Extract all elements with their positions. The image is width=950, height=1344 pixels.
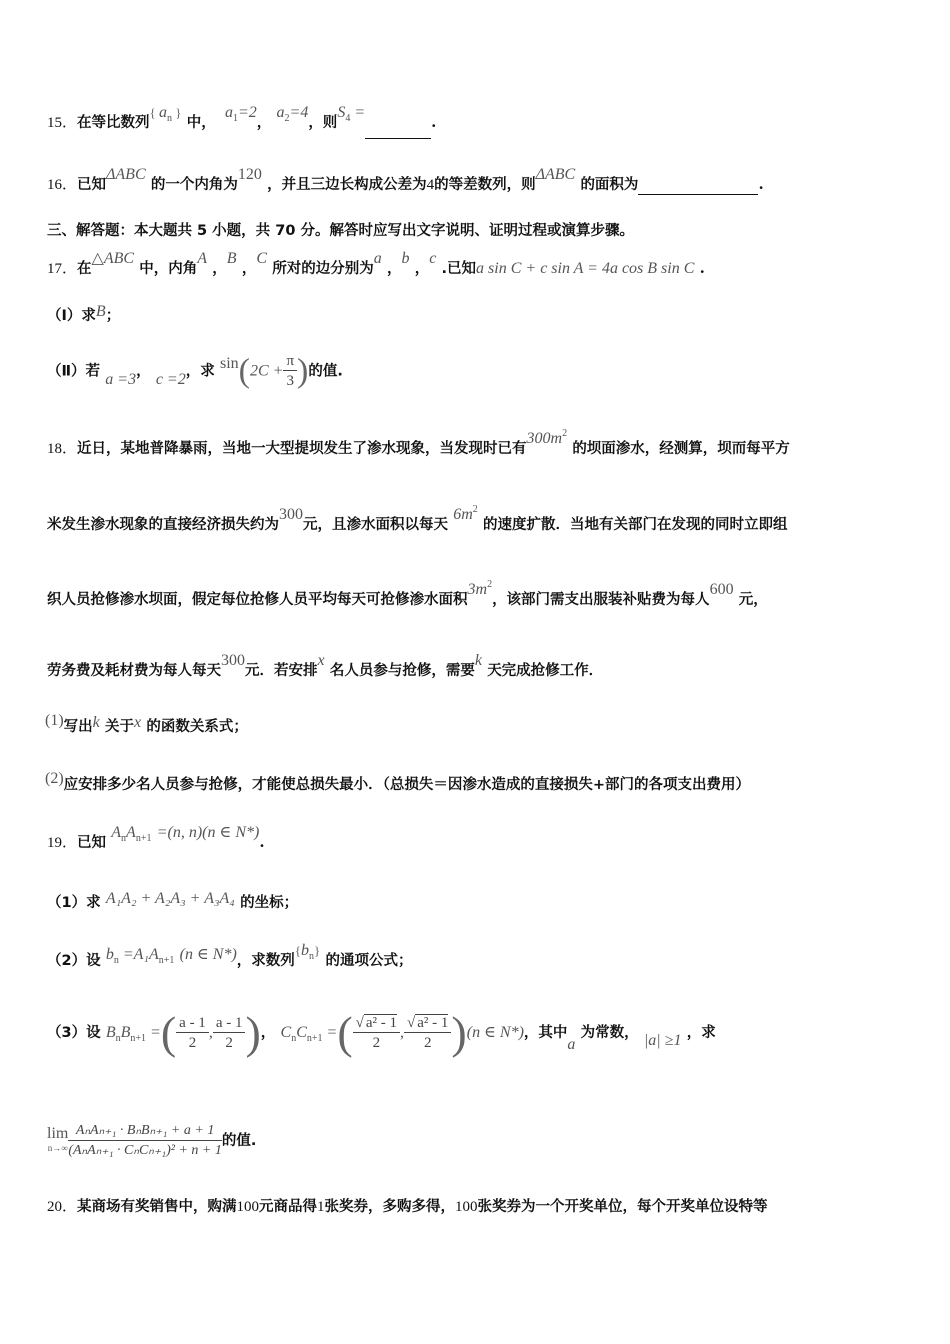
math-s4: $S_4$ = (337, 104, 366, 124)
math-repair-rate: $3m^2$ (467, 579, 493, 598)
fraction: $\frac{a - 1}{2}$ (176, 1014, 209, 1053)
math-vector: $A_nA_{n+1}$ (111, 824, 152, 844)
question-20: 20．某商场有奖销售中，购满100元商品得1张奖券，多购多得，100张奖券为一个开奖单位，每个开奖单位设特等 (47, 1199, 768, 1215)
fraction-pi-over-3: $\frac{\pi}{3}$ (283, 352, 297, 391)
question-18-line-4: 劳务费及耗材费为每人每天300元．若安排x 名人员参与抢修，需要k 天完成抢修工作． (47, 652, 604, 679)
math-area: $300m^2$ (526, 428, 568, 447)
math-cn-vector: $C_nC_{n+1}$ = (280, 1024, 338, 1044)
question-number: 17． (47, 261, 78, 277)
question-19-part-3: （3）设 $B_nB_{n+1}$ =( $\frac{a - 1}{2}$ , $\frac{a - 1}{2}$ )， $C_nC_{n+1}$ =( $\frac{\text{√ a² - 1}}{2}$ , $\frac{\text{√ a² - 1}}{2}$ )(n ∈ N*)，其中a 为常数， |a| ≥1 ，求 (47, 1007, 716, 1058)
question-17-part-2: （Ⅱ）若 a =3， c =2，求 sin(2C + $\frac{\pi}{3}$ )的值. (47, 352, 343, 390)
question-19-part-1: （1）求 A₁A₂ + A₂A₃ + A₃A₄ 的坐标； (47, 890, 299, 911)
math-sequence: $a_n$ (159, 104, 173, 124)
math-bn-vector: $B_nB_{n+1}$ = (105, 1024, 161, 1044)
math-limit: lim n→∞ (47, 1125, 69, 1153)
math-rate: $6m^2$ (453, 504, 478, 523)
math-triangle: ΔABC (106, 166, 146, 183)
question-19-limit: lim n→∞ $\frac{\text{AₙAₙ₊₁ · BₙBₙ₊₁ + a + 1}}{\text{(AₙAₙ₊₁ · CₙCₙ₊₁)² + n + 1}}$ 的值. (47, 1110, 910, 1170)
question-18-part-1: (1)写出k 关于x 的函数关系式； (45, 712, 248, 735)
question-19-part-2: （2）设 $b_n =A_1A_{n+1}$ (n ∈ N*)，求数列$\{b_n\}$ 的通项公式； (47, 942, 413, 969)
question-17-part-1: （Ⅰ）求B； (47, 303, 121, 324)
answer-blank[interactable] (638, 180, 758, 195)
question-number: 18． (47, 441, 78, 457)
math-a2: $a_2=4$ (276, 104, 309, 124)
math-equation: a sin C + c sin A = 4a cos B sin C (476, 260, 695, 277)
question-number: 15． (47, 115, 78, 131)
fraction-sqrt: $\frac{\text{√ a² - 1}}{2}$ (404, 1014, 451, 1053)
question-18-line-2: 米发生渗水现象的直接经济损失约为300元，且渗水面积以每天 $6m^2$ 的速度扩散．当地有关部门在发现的同时立即组 (47, 504, 788, 533)
math-bn: $b_n =A_1A_{n+1}$ (105, 946, 175, 966)
math-vector-sum: A₁A₂ + A₂A₃ + A₃A₄ (105, 890, 235, 907)
question-18-part-2: (2)应安排多少名人员参与抢修，才能使总损失最小．（总损失＝因渗水造成的直接损失+部门的各项支出费用） (45, 770, 751, 793)
question-number: 19． (47, 835, 78, 851)
math-a1: $a_1=2$ (224, 104, 257, 124)
fraction: $\frac{a - 1}{2}$ (213, 1014, 246, 1053)
question-18-line-1: 18．近日，某地普降暴雨，当地一大型提坝发生了渗水现象，当发现时已有$300m^2$ 的坝面渗水，经测算，坝而每平方 (47, 428, 790, 457)
question-19: 19．已知 $A_nA_{n+1} =(n$, n)(n ∈ N*). (47, 824, 265, 851)
question-18-line-3: 织人员抢修渗水坝面，假定每位抢修人员平均每天可抢修渗水面积$3m^2$，该部门需支出服装补贴费为每人600 元， (47, 579, 768, 608)
question-17: 17．在△ABC 中，内角A ，B ，C 所对的边分别为a ，b ，c .已知a sin C + c sin A = 4a cos B sin C . (47, 250, 705, 277)
math-triangle: ΔABC (535, 166, 576, 183)
answer-blank[interactable] (365, 124, 431, 139)
math-triangle: △ABC (91, 250, 135, 267)
question-number: 20． (47, 1199, 78, 1215)
question-number: 16． (47, 177, 78, 193)
fraction-sqrt: $\frac{\text{√ a² - 1}}{2}$ (353, 1014, 400, 1053)
fraction-limit: $\frac{\text{AₙAₙ₊₁ · BₙBₙ₊₁ + a + 1}}{\text{(AₙAₙ₊₁ · CₙCₙ₊₁)² + n + 1}}$ (68, 1122, 222, 1158)
math-angle: 120 (237, 166, 262, 183)
question-16: 16．已知ΔABC 的一个内角为120 ，并且三边长构成公差为4的等差数列，则ΔABC 的面积为 . (47, 166, 764, 193)
question-15: 15．在等比数列{ $a_n$ } 中， $a_1=2$， $a_2=4$，则$S_4$ =. (47, 112, 910, 139)
section-title: 三、解答题：本大题共 5 小题，共 70 分。解答时应写出文字说明、证明过程或演算步骤。 (47, 223, 634, 239)
